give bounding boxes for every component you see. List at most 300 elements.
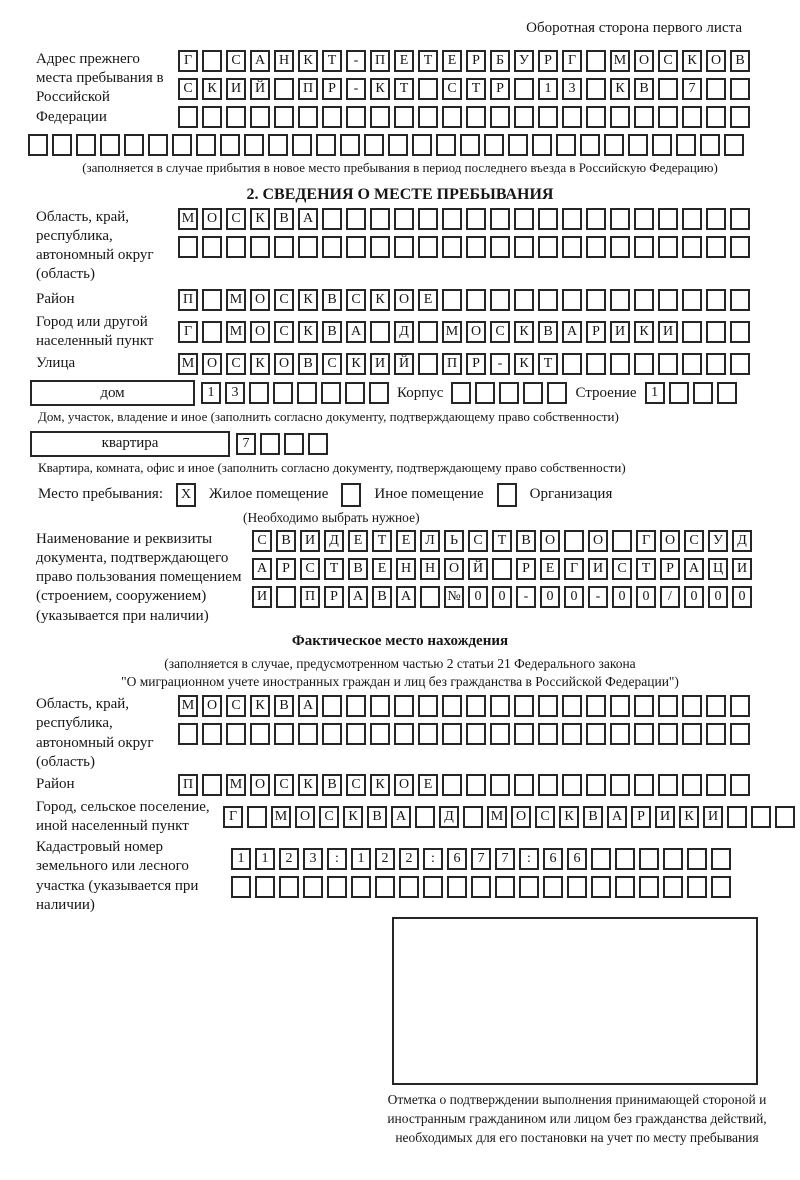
- char-box[interactable]: [394, 236, 414, 258]
- char-box[interactable]: [52, 134, 72, 156]
- char-box[interactable]: [682, 208, 702, 230]
- char-box[interactable]: [490, 289, 510, 311]
- char-box[interactable]: [178, 723, 198, 745]
- char-box[interactable]: И: [300, 530, 320, 552]
- char-box[interactable]: Д: [439, 806, 459, 828]
- char-box[interactable]: [442, 723, 462, 745]
- char-box[interactable]: Н: [274, 50, 294, 72]
- char-box[interactable]: П: [298, 78, 318, 100]
- char-box[interactable]: [730, 321, 750, 343]
- char-box[interactable]: Ь: [444, 530, 464, 552]
- char-box[interactable]: О: [274, 353, 294, 375]
- char-box[interactable]: [612, 530, 632, 552]
- char-box[interactable]: В: [348, 558, 368, 580]
- char-box[interactable]: №: [444, 586, 464, 608]
- char-box[interactable]: [100, 134, 120, 156]
- char-box[interactable]: 0: [708, 586, 728, 608]
- char-box[interactable]: [693, 382, 713, 404]
- char-box[interactable]: 1: [255, 848, 275, 870]
- char-box[interactable]: [687, 876, 707, 898]
- char-box[interactable]: К: [343, 806, 363, 828]
- char-box[interactable]: [244, 134, 264, 156]
- char-box[interactable]: 3: [562, 78, 582, 100]
- char-box[interactable]: [682, 353, 702, 375]
- char-box[interactable]: [364, 134, 384, 156]
- char-box[interactable]: [346, 208, 366, 230]
- char-box[interactable]: [447, 876, 467, 898]
- char-box[interactable]: [226, 723, 246, 745]
- char-box[interactable]: [399, 876, 419, 898]
- char-box[interactable]: [298, 106, 318, 128]
- char-box[interactable]: [322, 208, 342, 230]
- char-box[interactable]: [610, 106, 630, 128]
- char-box[interactable]: Р: [322, 78, 342, 100]
- char-box[interactable]: Р: [586, 321, 606, 343]
- char-box[interactable]: [615, 876, 635, 898]
- char-box[interactable]: С: [346, 774, 366, 796]
- char-box[interactable]: [297, 382, 317, 404]
- char-box[interactable]: [466, 774, 486, 796]
- char-box[interactable]: [514, 695, 534, 717]
- char-box[interactable]: О: [250, 774, 270, 796]
- char-box[interactable]: Р: [466, 50, 486, 72]
- char-box[interactable]: [451, 382, 471, 404]
- char-box[interactable]: В: [322, 289, 342, 311]
- char-box[interactable]: К: [346, 353, 366, 375]
- char-box[interactable]: И: [658, 321, 678, 343]
- char-box[interactable]: К: [298, 774, 318, 796]
- char-box[interactable]: [268, 134, 288, 156]
- char-box[interactable]: С: [319, 806, 339, 828]
- char-box[interactable]: [706, 321, 726, 343]
- char-box[interactable]: [346, 695, 366, 717]
- char-box[interactable]: [700, 134, 720, 156]
- char-box[interactable]: [663, 876, 683, 898]
- char-box[interactable]: [610, 289, 630, 311]
- char-box[interactable]: [514, 289, 534, 311]
- char-box[interactable]: [418, 321, 438, 343]
- char-box[interactable]: [276, 586, 296, 608]
- char-box[interactable]: [394, 106, 414, 128]
- char-box[interactable]: Д: [394, 321, 414, 343]
- char-box[interactable]: К: [298, 50, 318, 72]
- char-box[interactable]: [466, 723, 486, 745]
- char-box[interactable]: [658, 774, 678, 796]
- char-box[interactable]: [586, 774, 606, 796]
- char-box[interactable]: [346, 236, 366, 258]
- char-box[interactable]: [562, 353, 582, 375]
- char-box[interactable]: С: [468, 530, 488, 552]
- char-box[interactable]: [717, 382, 737, 404]
- char-box[interactable]: [418, 236, 438, 258]
- char-box[interactable]: И: [703, 806, 723, 828]
- char-box[interactable]: [202, 106, 222, 128]
- char-box[interactable]: [639, 848, 659, 870]
- char-box[interactable]: [706, 289, 726, 311]
- char-box[interactable]: О: [466, 321, 486, 343]
- char-box[interactable]: 6: [543, 848, 563, 870]
- char-box[interactable]: К: [514, 321, 534, 343]
- char-box[interactable]: [730, 774, 750, 796]
- char-box[interactable]: [532, 134, 552, 156]
- char-box[interactable]: [562, 236, 582, 258]
- char-box[interactable]: [639, 876, 659, 898]
- char-box[interactable]: В: [516, 530, 536, 552]
- char-box[interactable]: [562, 695, 582, 717]
- char-box[interactable]: А: [607, 806, 627, 828]
- char-box[interactable]: Т: [324, 558, 344, 580]
- char-box[interactable]: П: [178, 289, 198, 311]
- char-box[interactable]: Е: [540, 558, 560, 580]
- char-box[interactable]: [586, 106, 606, 128]
- char-box[interactable]: 0: [684, 586, 704, 608]
- apartment-field-label[interactable]: квартира: [30, 431, 230, 457]
- char-box[interactable]: [172, 134, 192, 156]
- char-box[interactable]: 2: [279, 848, 299, 870]
- char-box[interactable]: [375, 876, 395, 898]
- char-box[interactable]: С: [178, 78, 198, 100]
- char-box[interactable]: :: [519, 848, 539, 870]
- char-box[interactable]: К: [250, 353, 270, 375]
- char-box[interactable]: Е: [348, 530, 368, 552]
- char-box[interactable]: [298, 723, 318, 745]
- char-box[interactable]: [250, 106, 270, 128]
- char-box[interactable]: И: [655, 806, 675, 828]
- char-box[interactable]: Г: [178, 321, 198, 343]
- char-box[interactable]: А: [391, 806, 411, 828]
- char-box[interactable]: [586, 723, 606, 745]
- char-box[interactable]: П: [370, 50, 390, 72]
- char-box[interactable]: С: [226, 50, 246, 72]
- char-box[interactable]: Р: [466, 353, 486, 375]
- char-box[interactable]: [706, 208, 726, 230]
- char-box[interactable]: [562, 774, 582, 796]
- char-box[interactable]: [394, 208, 414, 230]
- char-box[interactable]: [370, 723, 390, 745]
- char-box[interactable]: [202, 774, 222, 796]
- char-box[interactable]: [463, 806, 483, 828]
- char-box[interactable]: Й: [468, 558, 488, 580]
- char-box[interactable]: К: [679, 806, 699, 828]
- char-box[interactable]: [76, 134, 96, 156]
- char-box[interactable]: [322, 723, 342, 745]
- char-box[interactable]: [610, 353, 630, 375]
- char-box[interactable]: [124, 134, 144, 156]
- char-box[interactable]: [442, 774, 462, 796]
- char-box[interactable]: [538, 774, 558, 796]
- char-box[interactable]: Е: [418, 774, 438, 796]
- char-box[interactable]: К: [610, 78, 630, 100]
- char-box[interactable]: [303, 876, 323, 898]
- char-box[interactable]: [634, 289, 654, 311]
- char-box[interactable]: В: [274, 208, 294, 230]
- char-box[interactable]: [370, 208, 390, 230]
- char-box[interactable]: Е: [418, 289, 438, 311]
- char-box[interactable]: 0: [468, 586, 488, 608]
- char-box[interactable]: [346, 723, 366, 745]
- char-box[interactable]: -: [588, 586, 608, 608]
- char-box[interactable]: П: [442, 353, 462, 375]
- char-box[interactable]: [442, 236, 462, 258]
- char-box[interactable]: С: [274, 774, 294, 796]
- char-box[interactable]: [418, 695, 438, 717]
- char-box[interactable]: [682, 723, 702, 745]
- char-box[interactable]: Ц: [708, 558, 728, 580]
- char-box[interactable]: [202, 289, 222, 311]
- char-box[interactable]: 0: [732, 586, 752, 608]
- char-box[interactable]: [436, 134, 456, 156]
- char-box[interactable]: Г: [564, 558, 584, 580]
- char-box[interactable]: [196, 134, 216, 156]
- char-box[interactable]: С: [535, 806, 555, 828]
- char-box[interactable]: Т: [636, 558, 656, 580]
- char-box[interactable]: [730, 695, 750, 717]
- char-box[interactable]: [514, 236, 534, 258]
- char-box[interactable]: [586, 289, 606, 311]
- char-box[interactable]: С: [300, 558, 320, 580]
- char-box[interactable]: Г: [178, 50, 198, 72]
- char-box[interactable]: О: [634, 50, 654, 72]
- char-box[interactable]: [562, 208, 582, 230]
- char-box[interactable]: С: [346, 289, 366, 311]
- char-box[interactable]: [514, 208, 534, 230]
- char-box[interactable]: [202, 321, 222, 343]
- char-box[interactable]: С: [274, 321, 294, 343]
- char-box[interactable]: [490, 695, 510, 717]
- char-box[interactable]: -: [490, 353, 510, 375]
- char-box[interactable]: [586, 208, 606, 230]
- char-box[interactable]: [682, 774, 702, 796]
- char-box[interactable]: [514, 774, 534, 796]
- char-box[interactable]: :: [327, 848, 347, 870]
- char-box[interactable]: О: [295, 806, 315, 828]
- char-box[interactable]: С: [226, 208, 246, 230]
- char-box[interactable]: Г: [223, 806, 243, 828]
- char-box[interactable]: [340, 134, 360, 156]
- char-box[interactable]: [634, 774, 654, 796]
- char-box[interactable]: [556, 134, 576, 156]
- char-box[interactable]: [351, 876, 371, 898]
- char-box[interactable]: [490, 236, 510, 258]
- char-box[interactable]: [538, 208, 558, 230]
- char-box[interactable]: И: [370, 353, 390, 375]
- char-box[interactable]: К: [370, 289, 390, 311]
- char-box[interactable]: [706, 353, 726, 375]
- char-box[interactable]: [538, 106, 558, 128]
- char-box[interactable]: Е: [396, 530, 416, 552]
- char-box[interactable]: 1: [538, 78, 558, 100]
- char-box[interactable]: И: [610, 321, 630, 343]
- char-box[interactable]: [490, 774, 510, 796]
- char-box[interactable]: [634, 723, 654, 745]
- char-box[interactable]: У: [514, 50, 534, 72]
- char-box[interactable]: [327, 876, 347, 898]
- char-box[interactable]: 0: [492, 586, 512, 608]
- char-box[interactable]: 1: [231, 848, 251, 870]
- char-box[interactable]: [634, 106, 654, 128]
- char-box[interactable]: [466, 106, 486, 128]
- char-box[interactable]: [322, 695, 342, 717]
- char-box[interactable]: 7: [471, 848, 491, 870]
- char-box[interactable]: О: [250, 321, 270, 343]
- char-box[interactable]: -: [346, 78, 366, 100]
- char-box[interactable]: [706, 236, 726, 258]
- char-box[interactable]: [538, 289, 558, 311]
- char-box[interactable]: Р: [660, 558, 680, 580]
- char-box[interactable]: К: [298, 289, 318, 311]
- char-box[interactable]: [730, 236, 750, 258]
- char-box[interactable]: Н: [396, 558, 416, 580]
- char-box[interactable]: [610, 208, 630, 230]
- char-box[interactable]: [394, 723, 414, 745]
- char-box[interactable]: Й: [394, 353, 414, 375]
- char-box[interactable]: В: [372, 586, 392, 608]
- char-box[interactable]: Р: [276, 558, 296, 580]
- char-box[interactable]: П: [300, 586, 320, 608]
- char-box[interactable]: О: [394, 289, 414, 311]
- char-box[interactable]: [562, 723, 582, 745]
- char-box[interactable]: [202, 50, 222, 72]
- char-box[interactable]: П: [178, 774, 198, 796]
- char-box[interactable]: О: [706, 50, 726, 72]
- char-box[interactable]: В: [274, 695, 294, 717]
- char-box[interactable]: [298, 236, 318, 258]
- char-box[interactable]: [682, 106, 702, 128]
- char-box[interactable]: Г: [562, 50, 582, 72]
- char-box[interactable]: Е: [372, 558, 392, 580]
- char-box[interactable]: [250, 236, 270, 258]
- char-box[interactable]: [610, 695, 630, 717]
- char-box[interactable]: [634, 208, 654, 230]
- char-box[interactable]: Г: [636, 530, 656, 552]
- char-box[interactable]: [466, 236, 486, 258]
- char-box[interactable]: [628, 134, 648, 156]
- char-box[interactable]: В: [276, 530, 296, 552]
- char-box[interactable]: [322, 106, 342, 128]
- char-box[interactable]: К: [250, 695, 270, 717]
- char-box[interactable]: [658, 236, 678, 258]
- char-box[interactable]: С: [226, 695, 246, 717]
- char-box[interactable]: М: [178, 353, 198, 375]
- char-box[interactable]: [420, 586, 440, 608]
- char-box[interactable]: 1: [351, 848, 371, 870]
- char-box[interactable]: [514, 723, 534, 745]
- char-box[interactable]: М: [442, 321, 462, 343]
- char-box[interactable]: [682, 321, 702, 343]
- char-box[interactable]: [730, 289, 750, 311]
- char-box[interactable]: Т: [322, 50, 342, 72]
- char-box[interactable]: Д: [732, 530, 752, 552]
- char-box[interactable]: [538, 236, 558, 258]
- char-box[interactable]: О: [394, 774, 414, 796]
- char-box[interactable]: [724, 134, 744, 156]
- char-box[interactable]: [442, 106, 462, 128]
- char-box[interactable]: [615, 848, 635, 870]
- char-box[interactable]: [226, 106, 246, 128]
- char-box[interactable]: [28, 134, 48, 156]
- char-box[interactable]: [370, 695, 390, 717]
- char-box[interactable]: [322, 236, 342, 258]
- char-box[interactable]: 1: [645, 382, 665, 404]
- char-box[interactable]: 6: [567, 848, 587, 870]
- char-box[interactable]: [466, 208, 486, 230]
- char-box[interactable]: О: [202, 208, 222, 230]
- char-box[interactable]: С: [226, 353, 246, 375]
- char-box[interactable]: М: [226, 774, 246, 796]
- char-box[interactable]: [610, 774, 630, 796]
- char-box[interactable]: [412, 134, 432, 156]
- char-box[interactable]: [475, 382, 495, 404]
- char-box[interactable]: [284, 433, 304, 455]
- char-box[interactable]: С: [274, 289, 294, 311]
- char-box[interactable]: [610, 236, 630, 258]
- char-box[interactable]: [652, 134, 672, 156]
- char-box[interactable]: [730, 723, 750, 745]
- char-box[interactable]: 2: [375, 848, 395, 870]
- char-box[interactable]: А: [562, 321, 582, 343]
- char-box[interactable]: И: [252, 586, 272, 608]
- char-box[interactable]: М: [178, 695, 198, 717]
- char-box[interactable]: [586, 50, 606, 72]
- char-box[interactable]: [658, 695, 678, 717]
- char-box[interactable]: [490, 106, 510, 128]
- char-box[interactable]: [490, 208, 510, 230]
- char-box[interactable]: [706, 695, 726, 717]
- char-box[interactable]: [634, 695, 654, 717]
- char-box[interactable]: [466, 695, 486, 717]
- char-box[interactable]: [250, 723, 270, 745]
- char-box[interactable]: [514, 78, 534, 100]
- char-box[interactable]: Т: [492, 530, 512, 552]
- char-box[interactable]: Л: [420, 530, 440, 552]
- char-box[interactable]: [634, 236, 654, 258]
- char-box[interactable]: -: [516, 586, 536, 608]
- char-box[interactable]: [508, 134, 528, 156]
- char-box[interactable]: [547, 382, 567, 404]
- char-box[interactable]: [610, 723, 630, 745]
- char-box[interactable]: В: [730, 50, 750, 72]
- char-box[interactable]: [658, 289, 678, 311]
- char-box[interactable]: [658, 208, 678, 230]
- char-box[interactable]: [567, 876, 587, 898]
- char-box[interactable]: Д: [324, 530, 344, 552]
- char-box[interactable]: О: [540, 530, 560, 552]
- char-box[interactable]: Р: [324, 586, 344, 608]
- char-box[interactable]: [442, 695, 462, 717]
- char-box[interactable]: О: [511, 806, 531, 828]
- char-box[interactable]: [370, 106, 390, 128]
- char-box[interactable]: [775, 806, 795, 828]
- char-box[interactable]: Т: [418, 50, 438, 72]
- char-box[interactable]: У: [708, 530, 728, 552]
- char-box[interactable]: [471, 876, 491, 898]
- char-box[interactable]: [202, 236, 222, 258]
- char-box[interactable]: [730, 78, 750, 100]
- char-box[interactable]: А: [298, 695, 318, 717]
- char-box[interactable]: Р: [490, 78, 510, 100]
- char-box[interactable]: Р: [538, 50, 558, 72]
- char-box[interactable]: [418, 106, 438, 128]
- char-box[interactable]: [388, 134, 408, 156]
- char-box[interactable]: [687, 848, 707, 870]
- char-box[interactable]: М: [610, 50, 630, 72]
- char-box[interactable]: О: [250, 289, 270, 311]
- char-box[interactable]: [730, 353, 750, 375]
- char-box[interactable]: Е: [394, 50, 414, 72]
- char-box[interactable]: [274, 236, 294, 258]
- char-box[interactable]: [418, 208, 438, 230]
- char-box[interactable]: [255, 876, 275, 898]
